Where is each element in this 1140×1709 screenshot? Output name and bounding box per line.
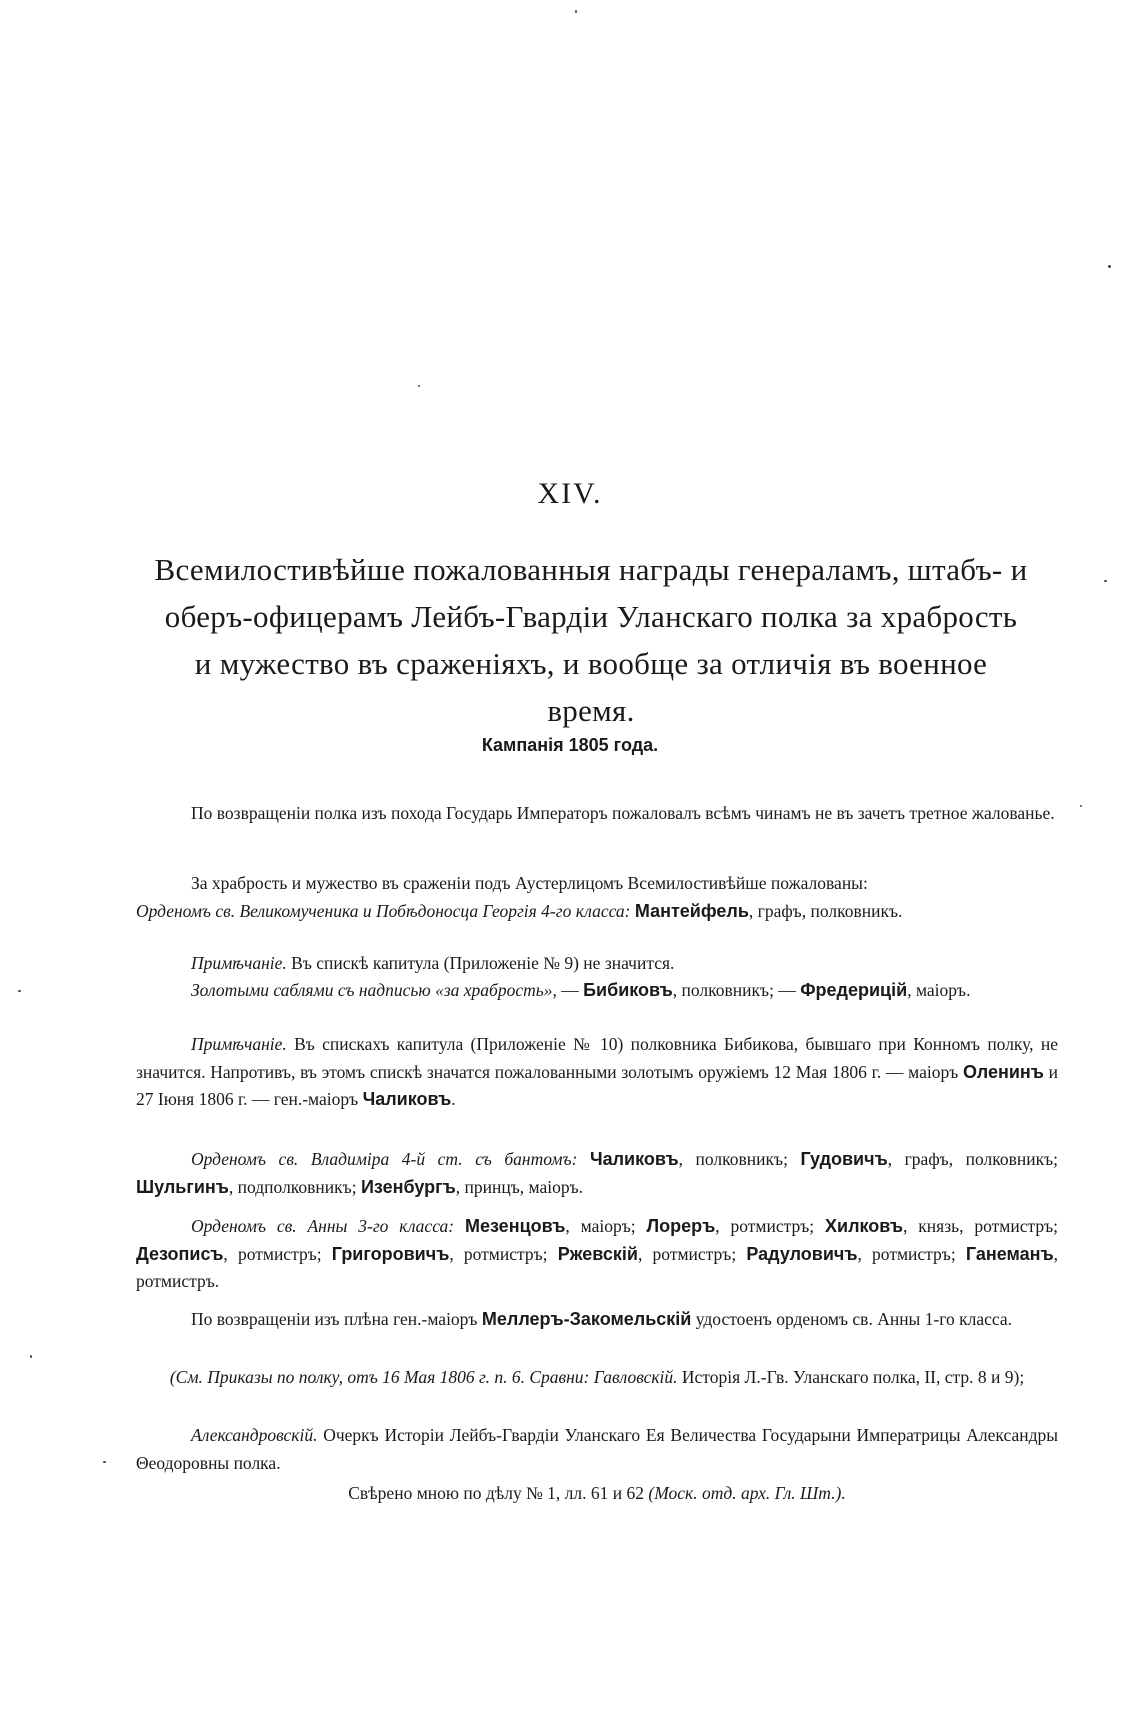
awardee-rank: , маіоръ. bbox=[907, 980, 971, 1000]
campaign-heading: Кампанія 1805 года. bbox=[481, 735, 659, 755]
awardee-name: Дезописъ bbox=[136, 1243, 224, 1264]
awardee-name: Оленинъ bbox=[963, 1061, 1044, 1082]
awardee-rank: , ротмистръ. bbox=[136, 1243, 1058, 1291]
awardee-rank: , князь, ротмистръ; bbox=[903, 1216, 1058, 1236]
awardee-name: Чаликовъ bbox=[589, 1149, 679, 1169]
awardee-rank: , ротмистръ; bbox=[637, 1243, 747, 1264]
awardee-name: Чаликовъ bbox=[362, 1089, 452, 1109]
awardee-name: Гудовичъ bbox=[800, 1149, 888, 1169]
note-text: и 27 Іюня 1806 г. — ген.-маіоръ bbox=[136, 1061, 1058, 1109]
reference-text: (См. Приказы по полку, отъ 16 Мая 1806 г. п. 6. Сравни: Гавловскій. bbox=[169, 1367, 678, 1387]
awardee-name: Меллеръ-Закомельскій bbox=[481, 1309, 692, 1329]
paragraph-austerlitz bbox=[136, 870, 1058, 925]
note-label: Примѣчаніе. bbox=[191, 953, 287, 973]
dash: — bbox=[556, 980, 584, 1000]
archive-name: (Моск. отд. арх. Гл. Шт.). bbox=[648, 1483, 846, 1503]
note-text: Въ спискахъ капитула (Приложеніе № 10) полковника Бибикова, бывшаго при Конномъ полку, не значится. Напротивъ, въ этомъ спискѣ значатся пожалованными золотымъ оружіемъ 12 Мая 1806 г. — маіоръ bbox=[136, 1034, 1058, 1082]
awardee-name: Хилковъ bbox=[825, 1216, 904, 1236]
awardee-rank: , графъ, полковникъ; bbox=[887, 1149, 1059, 1169]
title-line: Всемилостивѣйше пожалованныя награды генераламъ, штабъ- и bbox=[154, 552, 1028, 587]
awardee-name: Бибиковъ bbox=[583, 980, 673, 1000]
awardee-name: Фредерицій bbox=[800, 980, 908, 1000]
note-label: Примѣчаніе. bbox=[191, 1034, 287, 1054]
awardee-name: Шульгинъ bbox=[136, 1176, 229, 1197]
paragraph-sabres bbox=[136, 977, 1058, 1005]
note-two bbox=[136, 1031, 1058, 1114]
awardee-name: Ржевскій bbox=[557, 1243, 638, 1264]
awardee-rank: , ротмистръ; bbox=[715, 1216, 826, 1236]
order-name: Орденомъ св. Великомученика и Побѣдоносца Георгія 4-го класса: bbox=[136, 900, 631, 921]
scan-speck bbox=[30, 1355, 32, 1358]
intro-text: За храбрость и мужество въ сраженіи подъ Аустерлицомъ Всемилостивѣйше пожалованы: bbox=[191, 873, 868, 893]
paragraph-text: По возвращеніи изъ плѣна ген.-маіоръ bbox=[191, 1309, 482, 1329]
scan-speck bbox=[1080, 805, 1082, 807]
paragraph-salary bbox=[136, 800, 1058, 828]
awardee-name: Изенбургъ bbox=[360, 1176, 456, 1197]
title-line: и мужество въ сраженіяхъ, и вообще за отличія въ военное bbox=[194, 646, 988, 681]
awardee-name: Радуловичъ bbox=[746, 1243, 858, 1264]
awardee-rank: , маіоръ; bbox=[565, 1216, 647, 1236]
paragraph-text: удостоенъ орденомъ св. Анны 1-го класса. bbox=[691, 1309, 1013, 1329]
awardee-name: Ганеманъ bbox=[965, 1243, 1054, 1264]
awardee-name: Лореръ bbox=[646, 1216, 716, 1236]
order-name: Орденомъ св. Владиміра 4-й ст. съ бантомъ: bbox=[191, 1149, 578, 1169]
scan-speck bbox=[1108, 265, 1111, 268]
author-name: Александровскій. bbox=[191, 1425, 318, 1445]
awardee-rank: , подполковникъ; bbox=[228, 1176, 361, 1197]
reference-text: Свѣрено мною по дѣлу № 1, лл. 61 и 62 bbox=[348, 1483, 649, 1503]
awardee-rank: , полковникъ; bbox=[678, 1149, 801, 1169]
title-line: оберъ-офицерамъ Лейбъ-Гвардіи Уланскаго полка за храбрость bbox=[164, 599, 1018, 634]
paragraph-anna bbox=[136, 1213, 1058, 1296]
awardee-rank: , ротмистръ; bbox=[223, 1243, 332, 1264]
scan-speck bbox=[418, 385, 420, 387]
awardee-rank: , принцъ, маіоръ. bbox=[455, 1176, 584, 1197]
note-text: Въ спискѣ капитула (Приложеніе № 9) не значится. bbox=[286, 953, 675, 973]
order-name: Орденомъ св. Анны 3-го класса: bbox=[191, 1216, 455, 1236]
source-reference-1 bbox=[136, 1364, 1058, 1392]
awardee-rank: , ротмистръ; bbox=[857, 1243, 966, 1264]
awardee-rank: , ротмистръ; bbox=[449, 1243, 558, 1264]
paragraph-captivity bbox=[136, 1306, 1058, 1334]
scan-speck bbox=[103, 1461, 106, 1463]
awardee-name: Мезенцовъ bbox=[464, 1216, 566, 1236]
reference-text: Очеркъ Исторіи Лейбъ-Гвардіи Уланскаго Ея Величества Государыни Императрицы Александры Θеодоровны полка. bbox=[136, 1425, 1058, 1473]
awardee-rank: , графъ, полковникъ. bbox=[748, 900, 903, 921]
paragraph-vladimir bbox=[136, 1146, 1058, 1201]
scan-speck bbox=[1104, 580, 1107, 582]
section-title bbox=[126, 546, 1056, 734]
note-one bbox=[136, 950, 1058, 978]
awardee-rank: , полковникъ; — bbox=[672, 980, 801, 1000]
scan-speck bbox=[575, 10, 577, 13]
award-name: Золотыми саблями съ надписью «за храбрость», bbox=[191, 980, 557, 1000]
awardee-name: Григоровичъ bbox=[331, 1243, 450, 1264]
source-reference-2 bbox=[136, 1422, 1058, 1477]
note-text: . bbox=[451, 1089, 456, 1109]
title-line: время. bbox=[547, 693, 635, 728]
verification-note bbox=[136, 1480, 1058, 1508]
scan-speck bbox=[18, 990, 21, 992]
reference-text: Исторія Л.-Гв. Уланскаго полка, II, стр. 8 и 9); bbox=[677, 1367, 1025, 1387]
section-number: XIV. bbox=[537, 477, 603, 510]
paragraph-text: По возвращеніи полка изъ похода Государь Императоръ пожаловалъ всѣмъ чинамъ не въ зачетъ третное жалованье. bbox=[191, 803, 1055, 823]
awardee-name: Мантейфель bbox=[634, 900, 749, 921]
